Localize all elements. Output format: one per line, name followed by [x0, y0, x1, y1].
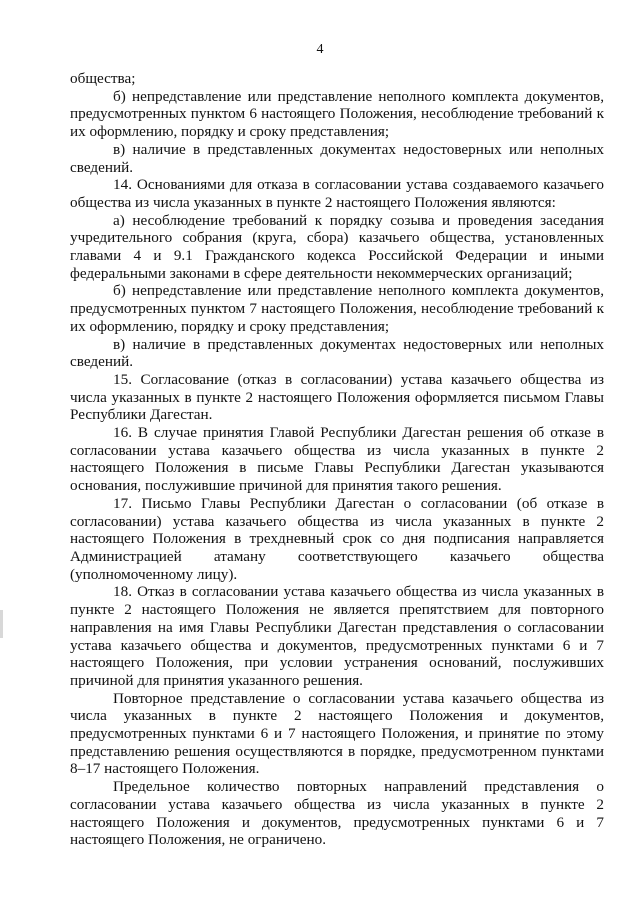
paragraph-17: 17. Письмо Главы Республики Дагестан о согласовании (об отказе в согласовании) устава казачьего общества из числа указанных в пункте 2 настоящего Положения в трехдневный срок со дня подписания направляется Администрацией атаману соответствующего казачьего общества (уполномоченному лицу).: [70, 494, 604, 583]
paragraph-14b: б) непредставление или представление неполного комплекта документов, предусмотренных пунктом 7 настоящего Положения, несоблюдение требований к их оформлению, порядку и сроку представления;: [70, 282, 604, 335]
paragraph-14c: в) наличие в представленных документах недостоверных или неполных сведений.: [70, 335, 604, 371]
paragraph-13b: б) непредставление или представление неполного комплекта документов, предусмотренных пунктом 6 настоящего Положения, несоблюдение требований к их оформлению, порядку и сроку представления;: [70, 87, 604, 141]
paragraph-18-limit: Предельное количество повторных направлений представления о согласовании устава казачьего общества из числа указанных в пункте 2 настоящего Положения и документов, предусмотренных пунктами 6 и 7 настоящего Положения, не ограничено.: [70, 778, 604, 849]
paragraph-14a: а) несоблюдение требований к порядку созыва и проведения заседания учредительного собрания (круга, сбора) казачьего общества, установленных главами 4 и 9.1 Гражданского кодекса Российской Федерации и иными федеральными законами в сфере деятельности некоммерческих организаций;: [70, 211, 604, 282]
scan-edge-mark: [0, 610, 3, 638]
document-body: [70, 70, 604, 849]
paragraph-continuation: общества;: [70, 70, 136, 87]
paragraph-16: 16. В случае принятия Главой Республики Дагестан решения об отказе в согласовании устава казачьего общества из числа указанных в пункте 2 настоящего Положения в письме Главы Республики Дагестан указываются основания, послужившие причиной для принятия такого решения.: [70, 424, 604, 495]
paragraph-14: 14. Основаниями для отказа в согласовании устава создаваемого казачьего общества из числа указанных в пункте 2 настоящего Положения являются:: [70, 176, 604, 211]
page-number: 4: [316, 42, 324, 57]
paragraph-18-repeat: Повторное представление о согласовании устава казачьего общества из числа указанных в пункте 2 настоящего Положения и документов, предусмотренных пунктами 6 и 7 настоящего Положения, и принятие по этому представлению решения осуществляются в порядке, предусмотренном пунктами 8–17 настоящего Положения.: [70, 689, 604, 778]
paragraph-13c: в) наличие в представленных документах недостоверных или неполных сведений.: [70, 140, 604, 176]
paragraph-15: 15. Согласование (отказ в согласовании) устава казачьего общества из числа указанных в пункте 2 настоящего Положения оформляется письмом Главы Республики Дагестан.: [70, 370, 604, 424]
paragraph-18: 18. Отказ в согласовании устава казачьего общества из числа указанных в пункте 2 настоящего Положения не является препятствием для повторного направления на имя Главы Республики Дагестан представления о согласовании устава казачьего общества и документов, предусмотренных пунктами 6 и 7 настоящего Положения, при условии устранения оснований, послуживших причиной для принятия указанного решения.: [70, 583, 604, 689]
